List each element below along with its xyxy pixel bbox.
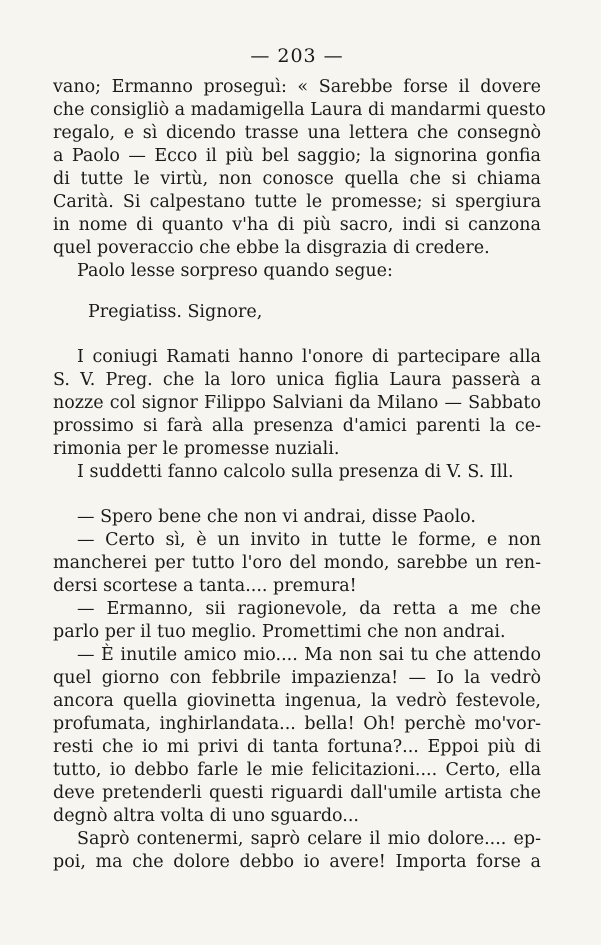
- letter-salutation: Pregiatiss. Signore,: [88, 302, 263, 322]
- text-line: I suddetti fanno calcolo sulla presenza di V. S. Ill.: [77, 462, 514, 482]
- text-line: dersi scortese a tanta.... premura!: [53, 576, 357, 596]
- text-line: degnò altra volta di uno sguardo...: [53, 806, 359, 826]
- text-line: parlo per il tuo meglio. Promettimi che non andrai.: [53, 622, 506, 642]
- paragraph-contenermi: [53, 828, 541, 874]
- text-line: rimonia per le promesse nuziali.: [53, 439, 340, 459]
- dialogue-paolo-plea: [53, 598, 541, 644]
- spacer: [53, 283, 541, 301]
- text-line: che consigliò a madamigella Laura di mandarmi questo: [53, 100, 546, 120]
- paragraph-ermanno-speech: [53, 76, 546, 260]
- text-line: — È inutile amico mio.... Ma non sai tu che attendo: [77, 645, 541, 665]
- text-line: I coniugi Ramati hanno l'onore di partecipare alla: [77, 347, 541, 367]
- text-line: quel giorno con febbrile impazienza! — Io la vedrò: [53, 668, 541, 688]
- text-line: Carità. Si calpestano tutte le promesse; si spergiura: [53, 192, 541, 212]
- text-line: — Certo sì, è un invito in tutte le forme, e non: [77, 530, 541, 550]
- letter-body: [53, 346, 541, 484]
- text-line: profumata, inghirlandata... bella! Oh! perchè mo'vor-: [53, 714, 541, 734]
- text-line: tutto, io debbo farle le mie felicitazioni.... Certo, ella: [53, 760, 541, 780]
- text-line: S. V. Preg. che la loro unica figlia Laura passerà a: [53, 370, 541, 390]
- text-line: nozze col signor Filippo Salviani da Milano — Sabbato: [53, 393, 541, 413]
- text-line: vano; Ermanno proseguì: « Sarebbe forse il dovere: [53, 77, 541, 97]
- text-line: ancora quella giovinetta ingenua, la vedrò festevole,: [53, 691, 541, 711]
- text-line: deve pretenderli questi riguardi dall'umile artista che: [53, 783, 541, 803]
- paragraph-paolo-reads: [53, 260, 541, 283]
- text-line: Paolo lesse sorpreso quando segue:: [77, 261, 393, 281]
- text-line: poi, ma che dolore debbo io avere! Importa forse a: [53, 852, 541, 872]
- text-line: quel poveraccio che ebbe la disgrazia di credere.: [53, 238, 490, 258]
- text-line: di tutte le virtù, non conosce quella che si chiama: [53, 169, 541, 189]
- dialogue-ermanno-reply: [53, 644, 541, 828]
- dialogue-paolo: [53, 506, 541, 529]
- dialogue-ermanno-invite: [53, 529, 541, 598]
- text-line: — Ermanno, sii ragionevole, da retta a me che: [77, 599, 541, 619]
- text-line: in nome di quanto v'ha di più sacro, indi si canzona: [53, 215, 541, 235]
- spacer: [53, 324, 541, 346]
- text-line: a Paolo — Ecco il più bel saggio; la signorina gonfia: [53, 146, 541, 166]
- text-line: mancherei per tutto l'oro del mondo, sarebbe un ren-: [53, 553, 541, 573]
- text-line: prossimo si farà alla presenza d'amici parenti la ce-: [53, 416, 541, 436]
- text-line: regalo, e sì dicendo trasse una lettera che consegnò: [53, 123, 541, 143]
- text-line: — Spero bene che non vi andrai, disse Paolo.: [77, 507, 476, 527]
- text-line: Saprò contenermi, saprò celare il mio dolore.... ep-: [77, 829, 541, 849]
- spacer: [53, 484, 541, 506]
- page-number: — 203 —: [250, 45, 344, 67]
- text-line: resti che io mi privi di tanta fortuna?... Eppoi più di: [53, 737, 541, 757]
